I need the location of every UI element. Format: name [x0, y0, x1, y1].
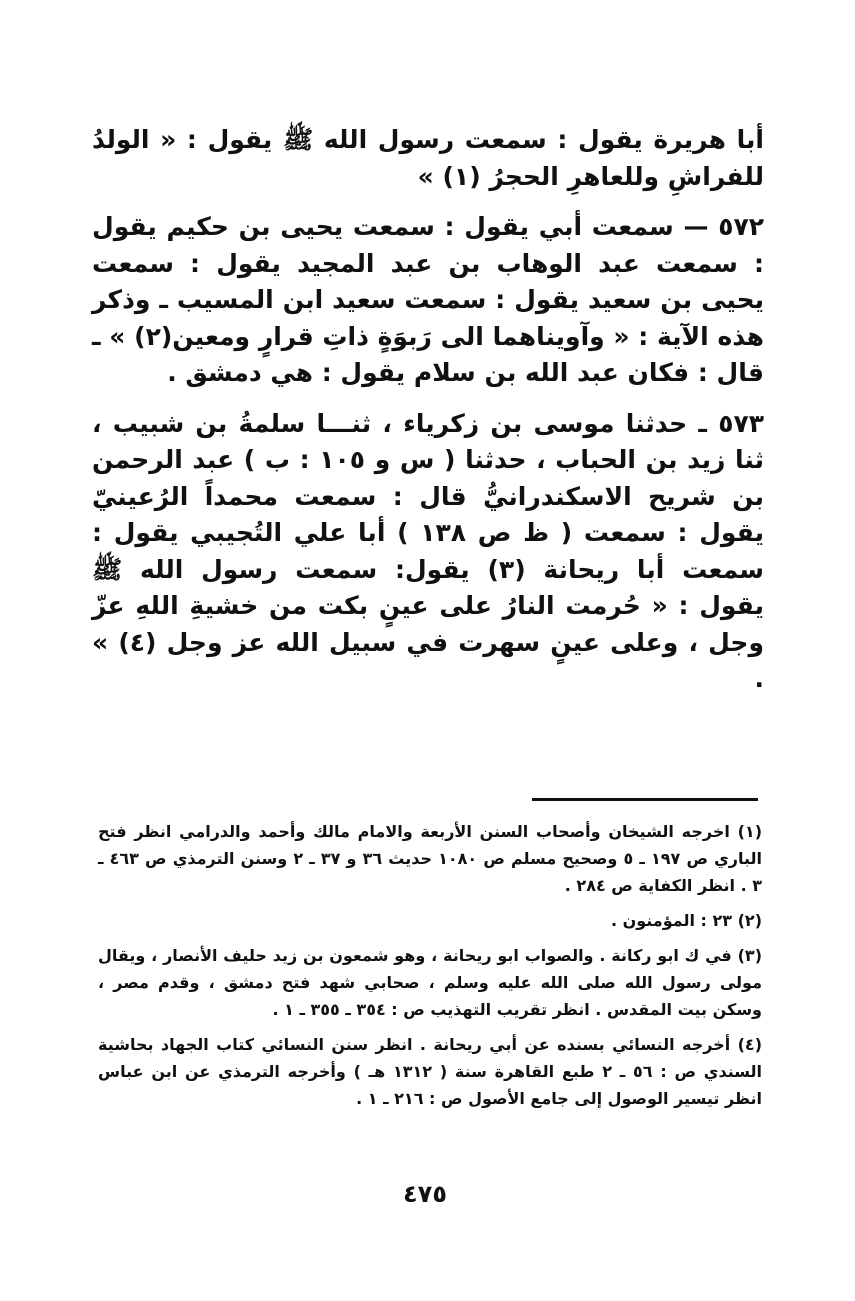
footnote-1: (١) اخرجه الشيخان وأصحاب السنن الأربعة والامام مالك وأحمد والدرامي انظر فتح الباري ص ١٩٧ ـ ٥ وصحيح مسلم ص ١٠٨٠ حديث ٣٦ و ٣٧ ـ ٢ وسنن الترمذي ص ٤٦٣ ـ ٣ . انظر الكفاية ص ٢٨٤ .: [98, 822, 763, 895]
main-text: [92, 122, 764, 712]
page-number: ٤٧٥: [403, 1180, 447, 1208]
footnote-2: (٢) ٢٣ : المؤمنون .: [610, 911, 762, 930]
paragraph-hadith-continuation: أبا هريرة يقول : سمعت رسول الله ﷺ يقول : « الولدُ للفراشِ وللعاهرِ الحجرُ (١) »: [92, 125, 764, 191]
footnote-separator-line: [532, 798, 758, 801]
footnotes: [98, 818, 762, 1120]
footnote-3: (٣) في ك ابو ركانة . والصواب ابو ريحانة ، وهو شمعون بن زيد حليف الأنصار ، ويقال مولى رسول الله صلى الله عليه وسلم ، صحابي شهد فتح دمشق ، وقدم مصر ، وسكن بيت المقدس . انظر تقريب التهذيب ص : ٣٥٤ ـ ٣٥٥ ـ ١ .: [98, 946, 762, 1019]
paragraph-hadith-572: ٥٧٢ — سمعت أبي يقول : سمعت يحيى بن حكيم يقول : سمعت عبد الوهاب بن عبد المجيد يقول : سمعت يحيى بن سعيد يقول : سمعت سعيد ابن المسيب ـ وذكر هذه الآية : « وآويناهما الى رَبوَةٍ ذاتِ قرارٍ ومعين(٢) » ـ قال : فكان عبد الله بن سلام يقول : هي دمشق .: [92, 212, 765, 387]
paragraph-hadith-573: ٥٧٣ ـ حدثنا موسى بن زكرياء ، ثنـــا سلمةُ بن شبيب ، ثنا زيد بن الحباب ، حدثنا ( س و ١٠٥ : ب ) عبد الرحمن بن شريح الاسكندرانيُّ قال : سمعت محمداً الرُعينيّ يقول : سمعت ( ظ ص ١٣٨ ) أبا علي التُجيبي يقول : سمعت أبا ريحانة (٣) يقول: سمعت رسول الله ﷺ يقول : « حُرمت النارُ على عينٍ بكت من خشيةِ اللهِ عزّ وجل ، وعلى عينٍ سهرت في سبيل الله عز وجل (٤) » .: [92, 408, 764, 693]
footnote-4: (٤) أخرجه النسائي بسنده عن أبي ريحانة . انظر سنن النسائي كتاب الجهاد بحاشية السندي ص : ٥٦ ـ ٢ طبع القاهرة سنة ( ١٣١٢ هـ ) وأخرجه الترمذي عن ابن عباس انظر تيسير الوصول إلى جامع الأصول ص : ٢١٦ ـ ١ .: [98, 1035, 763, 1108]
